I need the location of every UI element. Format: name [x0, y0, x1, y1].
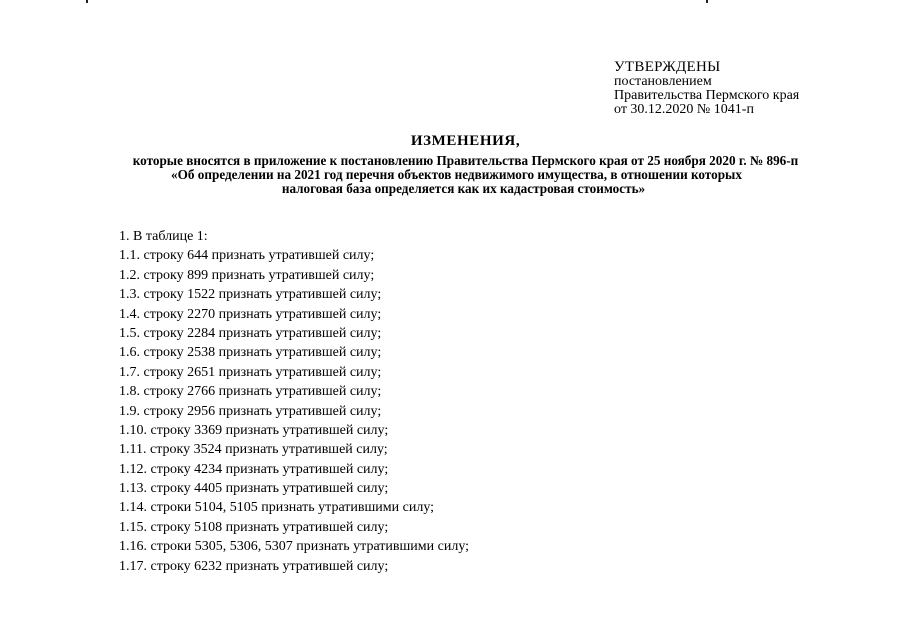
list-item: 1.5. строку 2284 признать утратившей силу; [119, 325, 382, 341]
list-item: 1. В таблице 1: [119, 229, 208, 244]
approval-line: Правительства Пермского края [614, 88, 800, 103]
list-item: 1.15. строку 5108 признать утратившей силу; [119, 519, 389, 535]
list-item: 1.12. строку 4234 признать утратившей силу; [119, 461, 389, 477]
document-heading [0, 132, 905, 196]
scan-edge-mark [86, 0, 88, 3]
list-item: 1.10. строку 3369 признать утратившей силу; [119, 422, 389, 438]
approval-line: постановлением [614, 74, 712, 89]
list-item: 1.4. строку 2270 признать утратившей силу; [119, 306, 382, 322]
heading-line: которые вносятся в приложение к постановлению Правительства Пермского края от 25 ноября 2020 г. № 896-п [132, 153, 799, 168]
heading-title: ИЗМЕНЕНИЯ, [410, 133, 521, 149]
list-item: 1.8. строку 2766 признать утратившей силу; [119, 384, 382, 400]
list-item: 1.6. строку 2538 признать утратившей силу; [119, 345, 382, 361]
amendment-list [119, 227, 469, 576]
list-item: 1.1. строку 644 признать утратившей силу; [119, 248, 375, 264]
list-item: 1.3. строку 1522 признать утратившей силу; [119, 287, 382, 303]
list-item: 1.2. строку 899 признать утратившей силу; [119, 267, 375, 283]
list-item: 1.11. строку 3524 признать утратившей силу; [119, 442, 388, 458]
list-item: 1.7. строку 2651 признать утратившей силу; [119, 364, 382, 380]
approval-line: от 30.12.2020 № 1041-п [614, 102, 754, 117]
scan-edge-mark [706, 0, 708, 3]
approval-title: УТВЕРЖДЕНЫ [614, 59, 721, 75]
heading-line: налоговая база определяется как их кадастровая стоимость» [281, 181, 646, 196]
list-item: 1.17. строку 6232 признать утратившей силу; [119, 558, 389, 574]
heading-line: «Об определении на 2021 год перечня объектов недвижимого имущества, в отношении которых [171, 167, 742, 182]
approval-stamp [614, 59, 799, 117]
list-item: 1.13. строку 4405 признать утратившей силу; [119, 481, 389, 497]
list-item: 1.14. строки 5104, 5105 признать утратившими силу; [119, 500, 435, 516]
list-item: 1.9. строку 2956 признать утратившей силу; [119, 403, 382, 419]
list-item: 1.16. строки 5305, 5306, 5307 признать утратившими силу; [119, 539, 470, 555]
